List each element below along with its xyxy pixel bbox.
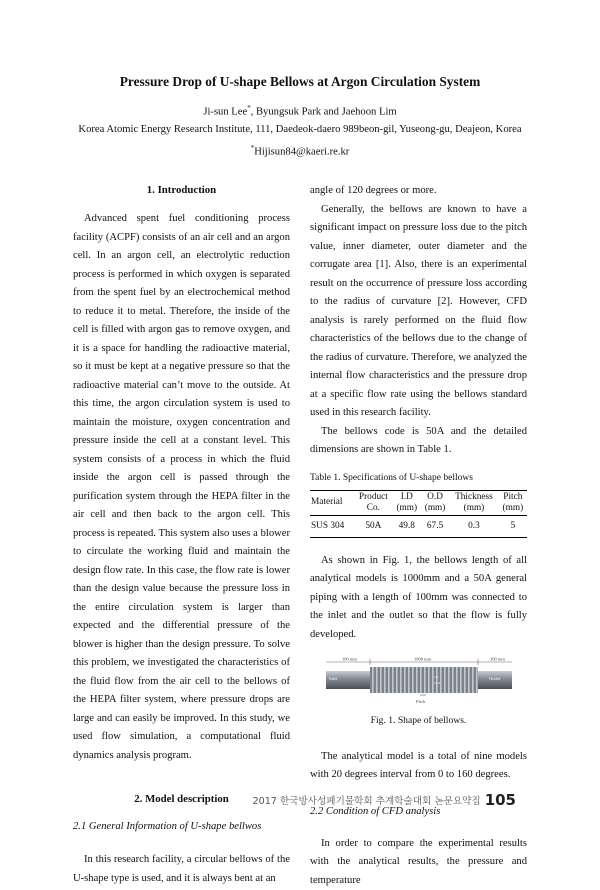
author-first: Ji-sun Lee bbox=[203, 107, 247, 118]
author-line bbox=[0, 104, 600, 118]
inlet-label: Inlet bbox=[329, 676, 338, 681]
header-product: Product Co. bbox=[354, 490, 393, 515]
email-mark: * bbox=[251, 144, 255, 152]
header-thickness: Thickness (mm) bbox=[449, 490, 499, 515]
page-number: 105 bbox=[485, 791, 516, 809]
affiliation: Korea Atomic Energy Research Institute, 111, Daedeok-daero 989beon-gil, Yuseong-gu, Deajeon, Korea bbox=[0, 124, 600, 135]
cell-material: SUS 304 bbox=[310, 515, 354, 537]
figure-caption: Fig. 1. Shape of bellows. bbox=[310, 712, 527, 731]
author-others: , Byungsuk Park and Jaehoon Lim bbox=[251, 107, 397, 118]
header-material: Material bbox=[310, 490, 354, 515]
intro-paragraph: Advanced spent fuel conditioning process facility (ACPF) consists of an air cell and an argon cell. In an argon cell, an electrolytic reduction process is performed in which oxygen is separated from the spent fuel by an electrochemical method to reduce it to metal. Therefore, the inside of the cell is filled with argon gas to remove oxygen, and it is a space for handling the radioactive material, so it must be kept at a negative pressure so that the radioactive material can’t move to the outside. At this time, the argon circulation system is used to maintain the moisture, oxygen concentration and pressure inside the cell at a constant level. This system consists of a process in which the fluid inside the argon cell is passed through the purification system through the HEPA filter in the air cell and then back to the argon cell. This process is repeated. This system also uses a blower to circulate the working fluid and maintain the design flow rate. In this case, the flow rate is lower than the design value because the pressure loss in the entire circulation system is larger than expected and the differential pressure of the blower is higher than the design pressure. To solve this problem, we investigated the characteristics of the fluid flow from the air cell to the bellows of the HEPA filter system, where pressure drops are large and can easily be improved. In this study, we used flow simulation, a computational fluid dynamics analysis program. bbox=[73, 210, 290, 765]
corresponding-mark: * bbox=[247, 104, 251, 112]
bellows-diagram bbox=[324, 656, 517, 708]
right-paragraph-2: The bellows code is 50A and the detailed dimensions are shown in Table 1. bbox=[310, 423, 527, 460]
right-paragraph-4: The analytical model is a total of nine models with 20 degrees interval from 0 to 160 degrees. bbox=[310, 748, 527, 785]
email-line bbox=[0, 144, 600, 158]
page-footer bbox=[253, 791, 517, 809]
model-heading: 2. Model description bbox=[73, 792, 290, 806]
od-label: O.D bbox=[434, 681, 440, 685]
model-paragraph: In this research facility, a circular bellows of the U-shape type is used, and it is always bent at an bbox=[73, 851, 290, 888]
header-od: O.D (mm) bbox=[421, 490, 449, 515]
spec-table bbox=[310, 490, 527, 538]
right-paragraph-3: As shown in Fig. 1, the bellows length of all analytical models is 1000mm and a 50A general piping with a length of 100mm was connected to the inlet and the outlet so that the flow is fully developed. bbox=[310, 552, 527, 645]
cell-thickness: 0.3 bbox=[449, 515, 499, 537]
paper-title: Pressure Drop of U-shape Bellows at Argon Circulation System bbox=[0, 74, 600, 90]
dim-right-label: 100 mm bbox=[490, 657, 505, 662]
cell-id: 49.8 bbox=[393, 515, 421, 537]
footer-text: 2017 한국방사성폐기물학회 추계학술대회 논문요약집 bbox=[253, 796, 481, 807]
bellows-figure bbox=[324, 656, 517, 708]
header-id: I.D (mm) bbox=[393, 490, 421, 515]
email-address[interactable]: Hijisun84@kaeri.re.kr bbox=[254, 147, 349, 158]
outlet-label: Outlet bbox=[489, 676, 501, 681]
bellows-corrugation bbox=[370, 667, 478, 693]
right-paragraph-5: In order to compare the experimental results with the analytical results, the pressure and temperature bbox=[310, 835, 527, 890]
right-paragraph-0: angle of 120 degrees or more. bbox=[310, 182, 527, 201]
cell-od: 67.5 bbox=[421, 515, 449, 537]
right-column bbox=[310, 182, 527, 890]
dim-mid-label: 1000 mm bbox=[414, 657, 432, 662]
dim-left-label: 100 mm bbox=[342, 657, 357, 662]
header-pitch: Pitch (mm) bbox=[499, 490, 527, 515]
table-caption: Table 1. Specifications of U-shape bellows bbox=[310, 472, 527, 484]
subsection-2-1-heading: 2.1 General Information of U-shape bellwos bbox=[73, 820, 290, 834]
intro-heading: 1. Introduction bbox=[73, 183, 290, 197]
table-row bbox=[310, 515, 527, 537]
right-paragraph-1: Generally, the bellows are known to have a significant impact on pressure loss due to the pitch value, inner diameter, outer diameter and the corrugate area [1]. Also, there is an experimental result on the occurrence of pressure loss according to the radius of curvature [2]. However, CFD analysis is rarely performed on the fluid flow characteristics of the bellows due to the change of the radius of curvature. Therefore, we analyzed the internal flow characteristics and the pressure drop at a specific flow rate using the bellows standard used in this research facility. bbox=[310, 201, 527, 423]
id-label: I.D bbox=[434, 675, 439, 679]
pitch-label: Pitch bbox=[416, 699, 426, 704]
left-column bbox=[73, 183, 290, 888]
subsection-2-2-heading: 2.2 Condition of CFD analysis bbox=[310, 805, 527, 819]
cell-pitch: 5 bbox=[499, 515, 527, 537]
cell-product: 50A bbox=[354, 515, 393, 537]
table-header-row bbox=[310, 490, 527, 515]
